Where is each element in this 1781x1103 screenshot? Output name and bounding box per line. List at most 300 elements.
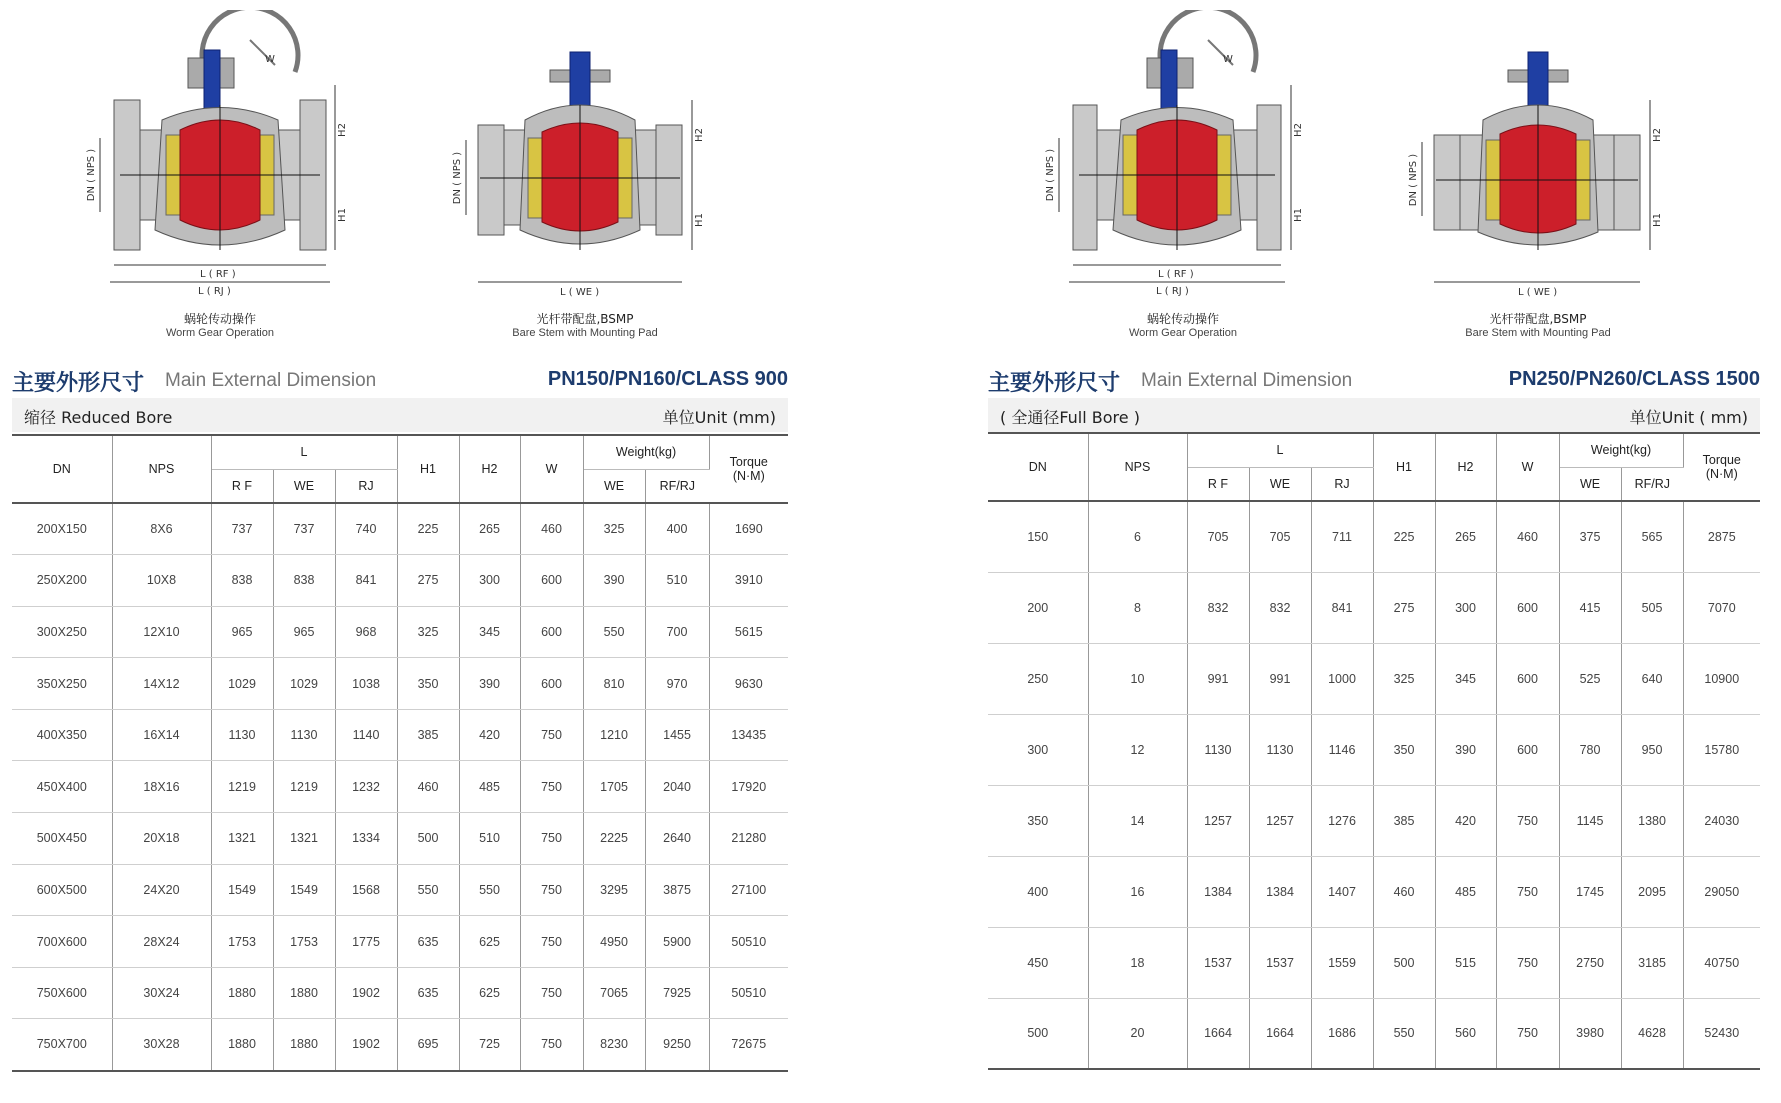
table-cell: 1380 — [1621, 785, 1683, 856]
left-panel — [0, 0, 800, 1052]
table-cell: 420 — [459, 709, 520, 761]
table-cell: 250 — [988, 643, 1088, 714]
table-cell: 737 — [273, 503, 335, 555]
table-cell: 420 — [1435, 785, 1496, 856]
table-cell: 1321 — [273, 813, 335, 865]
table-cell: 3910 — [709, 555, 788, 607]
h1-dimension-label: H1 — [694, 213, 705, 227]
table-cell: 700X600 — [12, 916, 112, 968]
table-cell: 991 — [1249, 643, 1311, 714]
right-subheader — [988, 398, 1760, 432]
table-cell: 3185 — [1621, 927, 1683, 998]
table-cell: 390 — [583, 555, 645, 607]
table-cell: 385 — [397, 709, 459, 761]
table-cell: 265 — [1435, 501, 1496, 572]
table-cell: 150 — [988, 501, 1088, 572]
h2-dimension-label: H2 — [1293, 123, 1304, 137]
table-cell: 72675 — [709, 1019, 788, 1071]
header-weight-we: WE — [583, 469, 645, 503]
table-cell: 30X28 — [112, 1019, 211, 1071]
dn-dimension-label: DN ( NPS ) — [1408, 153, 1419, 207]
header-l: L — [1187, 433, 1373, 467]
table-cell: 400X350 — [12, 709, 112, 761]
table-cell: 600 — [520, 555, 583, 607]
table-cell: 2750 — [1559, 927, 1621, 998]
bare-stem-valve-drawing — [1398, 10, 1678, 310]
table-cell: 300 — [988, 714, 1088, 785]
table-cell: 16 — [1088, 856, 1187, 927]
table-cell: 21280 — [709, 813, 788, 865]
table-cell: 600 — [520, 606, 583, 658]
table-cell: 460 — [1496, 501, 1559, 572]
worm-gear-valve-drawing — [80, 10, 370, 310]
table-cell: 24030 — [1683, 785, 1760, 856]
table-cell: 1384 — [1249, 856, 1311, 927]
table-cell: 27100 — [709, 864, 788, 916]
table-row — [12, 813, 788, 865]
table-cell: 838 — [273, 555, 335, 607]
table-cell: 17920 — [709, 761, 788, 813]
table-row — [988, 501, 1760, 572]
table-cell: 625 — [459, 967, 520, 1019]
l-rf-dimension-label: L ( RF ) — [1158, 269, 1194, 280]
table-cell: 1219 — [273, 761, 335, 813]
table-cell: 350 — [397, 658, 459, 710]
table-cell: 1568 — [335, 864, 397, 916]
table-cell: 16X14 — [112, 709, 211, 761]
table-row — [988, 572, 1760, 643]
table-cell: 635 — [397, 967, 459, 1019]
table-cell: 10900 — [1683, 643, 1760, 714]
section-title-cn: 主要外形尺寸 — [988, 371, 1121, 396]
header-weight-rfrj: RF/RJ — [645, 469, 709, 503]
table-cell: 550 — [459, 864, 520, 916]
header-dn: DN — [988, 433, 1088, 501]
table-cell: 9250 — [645, 1019, 709, 1071]
table-cell: 705 — [1249, 501, 1311, 572]
header-l-rj: RJ — [335, 469, 397, 503]
table-cell: 1276 — [1311, 785, 1373, 856]
table-cell: 1880 — [273, 967, 335, 1019]
header-weight-we: WE — [1559, 467, 1621, 501]
table-cell: 345 — [1435, 643, 1496, 714]
table-cell: 225 — [397, 503, 459, 555]
h2-dimension-label: H2 — [694, 128, 705, 142]
unit-label: 单位Unit ( mm) — [1629, 408, 1748, 427]
table-cell: 750 — [520, 709, 583, 761]
table-cell: 635 — [397, 916, 459, 968]
table-cell: 750 — [520, 864, 583, 916]
table-cell: 7925 — [645, 967, 709, 1019]
table-cell: 390 — [459, 658, 520, 710]
table-row — [988, 714, 1760, 785]
table-cell: 991 — [1187, 643, 1249, 714]
table-cell: 695 — [397, 1019, 459, 1071]
table-cell: 750 — [520, 761, 583, 813]
table-cell: 750 — [520, 916, 583, 968]
table-cell: 345 — [459, 606, 520, 658]
section-title-en: Main External Dimension — [165, 370, 377, 391]
table-cell: 510 — [645, 555, 709, 607]
right-drawings — [978, 0, 1770, 350]
header-l-we: WE — [273, 469, 335, 503]
table-cell: 500 — [397, 813, 459, 865]
table-cell: 2040 — [645, 761, 709, 813]
table-cell: 1334 — [335, 813, 397, 865]
table-row — [12, 1019, 788, 1071]
table-cell: 1690 — [709, 503, 788, 555]
table-cell: 1455 — [645, 709, 709, 761]
table-cell: 8230 — [583, 1019, 645, 1071]
table-cell: 525 — [1559, 643, 1621, 714]
table-cell: 1219 — [211, 761, 273, 813]
bare-stem-valve-illustration — [1398, 10, 1678, 310]
table-cell: 350 — [1373, 714, 1435, 785]
table-cell: 1664 — [1249, 998, 1311, 1069]
table-cell: 14X12 — [112, 658, 211, 710]
table-cell: 18X16 — [112, 761, 211, 813]
table-cell: 3295 — [583, 864, 645, 916]
table-cell: 780 — [1559, 714, 1621, 785]
dn-dimension-label: DN ( NPS ) — [86, 148, 97, 202]
table-cell: 1537 — [1187, 927, 1249, 998]
table-cell: 1549 — [273, 864, 335, 916]
dn-dimension-label: DN ( NPS ) — [452, 151, 463, 205]
header-torque-label: Torque — [729, 455, 768, 469]
table-cell: 350X250 — [12, 658, 112, 710]
table-cell: 968 — [335, 606, 397, 658]
table-cell: 50510 — [709, 916, 788, 968]
header-weight: Weight(kg) — [1559, 433, 1683, 467]
table-cell: 13435 — [709, 709, 788, 761]
table-cell: 965 — [273, 606, 335, 658]
h2-dimension-label: H2 — [337, 123, 348, 137]
worm-gear-valve-illustration — [80, 10, 370, 310]
table-cell: 550 — [397, 864, 459, 916]
table-cell: 10 — [1088, 643, 1187, 714]
table-cell: 1549 — [211, 864, 273, 916]
table-cell: 350 — [988, 785, 1088, 856]
header-torque-unit: (N·M) — [1705, 467, 1738, 481]
header-nps: NPS — [112, 435, 211, 503]
worm-gear-valve-drawing — [1043, 10, 1323, 310]
left-drawings — [0, 0, 800, 350]
left-dimension-table — [12, 434, 788, 1072]
worm-gear-valve-illustration — [1043, 10, 1323, 310]
bare-stem-valve-drawing — [430, 10, 720, 310]
header-l: L — [211, 435, 397, 469]
header-l-rj: RJ — [1311, 467, 1373, 501]
l-we-dimension-label: L ( WE ) — [560, 287, 600, 298]
table-cell: 841 — [1311, 572, 1373, 643]
table-cell: 1257 — [1187, 785, 1249, 856]
table-row — [988, 856, 1760, 927]
bare-stem-caption-en: Bare Stem with Mounting Pad — [1465, 327, 1611, 339]
header-dn: DN — [12, 435, 112, 503]
table-cell: 1145 — [1559, 785, 1621, 856]
table-cell: 1902 — [335, 967, 397, 1019]
worm-gear-caption — [1073, 310, 1293, 339]
table-cell: 2640 — [645, 813, 709, 865]
table-cell: 1753 — [273, 916, 335, 968]
section-title-cn: 主要外形尺寸 — [12, 371, 145, 396]
table-cell: 725 — [459, 1019, 520, 1071]
table-cell: 1210 — [583, 709, 645, 761]
header-l-rf: R F — [211, 469, 273, 503]
table-cell: 500X450 — [12, 813, 112, 865]
header-h2: H2 — [459, 435, 520, 503]
table-row — [988, 927, 1760, 998]
table-cell: 52430 — [1683, 998, 1760, 1069]
table-cell: 950 — [1621, 714, 1683, 785]
bare-stem-caption — [475, 310, 695, 339]
table-cell: 29050 — [1683, 856, 1760, 927]
table-cell: 1664 — [1187, 998, 1249, 1069]
table-row — [12, 864, 788, 916]
table-cell: 600 — [1496, 714, 1559, 785]
table-cell: 275 — [397, 555, 459, 607]
worm-gear-caption-cn: 蜗轮传动操作 — [1146, 312, 1219, 326]
table-cell: 750 — [1496, 856, 1559, 927]
header-w: W — [520, 435, 583, 503]
left-title-row — [12, 366, 788, 396]
table-cell: 4628 — [1621, 998, 1683, 1069]
table-cell: 1559 — [1311, 927, 1373, 998]
table-cell: 750 — [1496, 785, 1559, 856]
bore-type-label: ( 全通径Full Bore ) — [1000, 408, 1140, 427]
right-title-row — [988, 366, 1760, 396]
table-cell: 737 — [211, 503, 273, 555]
table-cell: 1753 — [211, 916, 273, 968]
table-cell: 1130 — [211, 709, 273, 761]
table-cell: 20 — [1088, 998, 1187, 1069]
unit-label: 单位Unit (mm) — [662, 408, 776, 427]
table-cell: 1146 — [1311, 714, 1373, 785]
table-cell: 450 — [988, 927, 1088, 998]
table-cell: 200 — [988, 572, 1088, 643]
table-cell: 8 — [1088, 572, 1187, 643]
h1-dimension-label: H1 — [1293, 208, 1304, 222]
table-row — [12, 709, 788, 761]
table-cell: 550 — [1373, 998, 1435, 1069]
table-cell: 750 — [1496, 927, 1559, 998]
table-cell: 1140 — [335, 709, 397, 761]
table-cell: 1029 — [273, 658, 335, 710]
table-cell: 225 — [1373, 501, 1435, 572]
table-cell: 2875 — [1683, 501, 1760, 572]
header-h1: H1 — [397, 435, 459, 503]
table-row — [12, 503, 788, 555]
table-cell: 9630 — [709, 658, 788, 710]
table-cell: 300X250 — [12, 606, 112, 658]
table-cell: 5615 — [709, 606, 788, 658]
table-cell: 2095 — [1621, 856, 1683, 927]
header-weight-rfrj: RF/RJ — [1621, 467, 1683, 501]
table-cell: 3980 — [1559, 998, 1621, 1069]
table-cell: 450X400 — [12, 761, 112, 813]
table-cell: 600 — [1496, 643, 1559, 714]
table-cell: 740 — [335, 503, 397, 555]
table-cell: 50510 — [709, 967, 788, 1019]
table-cell: 560 — [1435, 998, 1496, 1069]
header-h1: H1 — [1373, 433, 1435, 501]
table-row — [12, 967, 788, 1019]
table-cell: 1384 — [1187, 856, 1249, 927]
table-cell: 510 — [459, 813, 520, 865]
worm-gear-caption — [110, 310, 330, 339]
table-cell: 841 — [335, 555, 397, 607]
table-cell: 6 — [1088, 501, 1187, 572]
table-cell: 265 — [459, 503, 520, 555]
l-we-dimension-label: L ( WE ) — [1518, 287, 1558, 298]
table-cell: 28X24 — [112, 916, 211, 968]
table-cell: 1000 — [1311, 643, 1373, 714]
table-cell: 460 — [1373, 856, 1435, 927]
table-cell: 625 — [459, 916, 520, 968]
table-cell: 385 — [1373, 785, 1435, 856]
table-cell: 810 — [583, 658, 645, 710]
table-cell: 5900 — [645, 916, 709, 968]
table-cell: 640 — [1621, 643, 1683, 714]
header-w: W — [1496, 433, 1559, 501]
w-dimension-label: W — [265, 54, 275, 65]
l-rj-dimension-label: L ( RJ ) — [1156, 286, 1189, 297]
table-row — [12, 555, 788, 607]
h2-dimension-label: H2 — [1652, 128, 1663, 142]
table-cell: 1880 — [273, 1019, 335, 1071]
header-torque — [1683, 433, 1760, 501]
table-cell: 7065 — [583, 967, 645, 1019]
bare-stem-caption — [1428, 310, 1648, 339]
left-subheader — [12, 398, 788, 432]
table-cell: 250X200 — [12, 555, 112, 607]
table-cell: 325 — [1373, 643, 1435, 714]
table-cell: 2225 — [583, 813, 645, 865]
table-cell: 390 — [1435, 714, 1496, 785]
table-cell: 750 — [520, 967, 583, 1019]
table-cell: 1705 — [583, 761, 645, 813]
table-cell: 515 — [1435, 927, 1496, 998]
pressure-class-label: PN150/PN160/CLASS 900 — [547, 368, 788, 390]
table-cell: 500 — [1373, 927, 1435, 998]
table-cell: 275 — [1373, 572, 1435, 643]
table-row — [12, 916, 788, 968]
worm-gear-caption-en: Worm Gear Operation — [165, 327, 274, 339]
table-cell: 1130 — [1187, 714, 1249, 785]
header-torque — [709, 435, 788, 503]
l-rj-dimension-label: L ( RJ ) — [198, 286, 231, 297]
table-row — [988, 785, 1760, 856]
table-cell: 200X150 — [12, 503, 112, 555]
table-cell: 375 — [1559, 501, 1621, 572]
table-cell: 750X600 — [12, 967, 112, 1019]
table-cell: 14 — [1088, 785, 1187, 856]
table-cell: 1902 — [335, 1019, 397, 1071]
table-cell: 460 — [520, 503, 583, 555]
bore-type-label: 缩径 Reduced Bore — [24, 408, 173, 427]
table-cell: 1038 — [335, 658, 397, 710]
right-panel — [978, 0, 1770, 1041]
table-cell: 300 — [459, 555, 520, 607]
table-cell: 600X500 — [12, 864, 112, 916]
dn-dimension-label: DN ( NPS ) — [1045, 148, 1056, 202]
table-cell: 550 — [583, 606, 645, 658]
table-cell: 500 — [988, 998, 1088, 1069]
table-cell: 838 — [211, 555, 273, 607]
table-cell: 20X18 — [112, 813, 211, 865]
table-row — [988, 998, 1760, 1069]
table-cell: 600 — [520, 658, 583, 710]
table-cell: 970 — [645, 658, 709, 710]
table-cell: 12 — [1088, 714, 1187, 785]
table-row — [12, 658, 788, 710]
table-cell: 1130 — [273, 709, 335, 761]
table-cell: 30X24 — [112, 967, 211, 1019]
table-cell: 700 — [645, 606, 709, 658]
right-dimension-table — [988, 432, 1760, 1070]
table-cell: 10X8 — [112, 555, 211, 607]
table-cell: 1130 — [1249, 714, 1311, 785]
table-cell: 325 — [397, 606, 459, 658]
header-torque-unit: (N·M) — [732, 469, 765, 483]
table-cell: 600 — [1496, 572, 1559, 643]
table-cell: 1775 — [335, 916, 397, 968]
pressure-class-label: PN250/PN260/CLASS 1500 — [1508, 368, 1760, 390]
header-l-we: WE — [1249, 467, 1311, 501]
table-cell: 1686 — [1311, 998, 1373, 1069]
table-cell: 300 — [1435, 572, 1496, 643]
table-cell: 1880 — [211, 967, 273, 1019]
table-cell: 485 — [1435, 856, 1496, 927]
table-cell: 8X6 — [112, 503, 211, 555]
table-cell: 750X700 — [12, 1019, 112, 1071]
header-torque-label: Torque — [1702, 453, 1741, 467]
bare-stem-caption-cn: 光杆带配盘,BSMP — [536, 312, 634, 326]
table-row — [12, 606, 788, 658]
header-h2: H2 — [1435, 433, 1496, 501]
table-cell: 415 — [1559, 572, 1621, 643]
table-cell: 1880 — [211, 1019, 273, 1071]
table-cell: 711 — [1311, 501, 1373, 572]
table-cell: 705 — [1187, 501, 1249, 572]
table-cell: 325 — [583, 503, 645, 555]
table-cell: 12X10 — [112, 606, 211, 658]
table-cell: 1321 — [211, 813, 273, 865]
bare-stem-caption-en: Bare Stem with Mounting Pad — [512, 327, 658, 339]
table-cell: 1537 — [1249, 927, 1311, 998]
bare-stem-valve-illustration — [430, 10, 720, 310]
table-cell: 4950 — [583, 916, 645, 968]
section-title-en: Main External Dimension — [1141, 370, 1353, 391]
table-cell: 750 — [520, 1019, 583, 1071]
bare-stem-caption-cn: 光杆带配盘,BSMP — [1489, 312, 1587, 326]
table-cell: 485 — [459, 761, 520, 813]
table-cell: 3875 — [645, 864, 709, 916]
table-cell: 1407 — [1311, 856, 1373, 927]
worm-gear-caption-en: Worm Gear Operation — [1128, 327, 1237, 339]
table-cell: 832 — [1249, 572, 1311, 643]
table-cell: 750 — [520, 813, 583, 865]
table-cell: 1232 — [335, 761, 397, 813]
table-cell: 1745 — [1559, 856, 1621, 927]
table-cell: 832 — [1187, 572, 1249, 643]
table-row — [12, 761, 788, 813]
l-rf-dimension-label: L ( RF ) — [200, 269, 236, 280]
table-cell: 460 — [397, 761, 459, 813]
header-l-rf: R F — [1187, 467, 1249, 501]
table-cell: 505 — [1621, 572, 1683, 643]
table-cell: 400 — [645, 503, 709, 555]
